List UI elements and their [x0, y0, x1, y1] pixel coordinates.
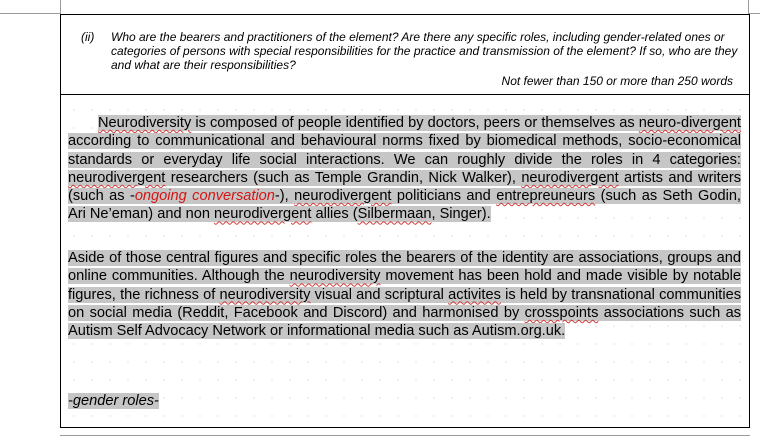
text-run: is composed of people identified by doctors, peers or themselves as: [191, 115, 639, 131]
question-cell: [60, 14, 750, 95]
misspelled-word[interactable]: neurodivergent: [521, 169, 619, 186]
misspelled-word[interactable]: neurodiversity: [219, 286, 311, 303]
answer-cell[interactable]: [60, 94, 750, 428]
misspelled-word[interactable]: entrepreuneurs: [496, 188, 596, 205]
highlighted-text: [68, 115, 741, 222]
misspelled-word[interactable]: Silbermaan: [357, 206, 432, 223]
page-bottom-rule: [60, 435, 750, 436]
misspelled-word[interactable]: neurodivergent: [68, 169, 166, 186]
placeholder-text: ongoing conversation: [134, 188, 275, 205]
text-run: according to communicational and behavioural norms fixed by biomedical methods, socio-economical standards or everyday life social interactions. We can roughly divide the roles in 4 categories:: [68, 133, 741, 168]
misspelled-word[interactable]: crosspoints: [524, 304, 599, 321]
misspelled-word[interactable]: neurodivergent: [214, 206, 312, 223]
misspelled-word[interactable]: neurodivergent: [294, 188, 392, 205]
question-number: (ii): [81, 30, 95, 44]
page-edge-left: [60, 0, 61, 14]
misspelled-word[interactable]: activites: [448, 286, 501, 303]
page-margin-guide-left: [0, 13, 60, 14]
text-run: movement has been hold and made visible by notable figures, the richness of: [68, 268, 741, 303]
answer-paragraph-1[interactable]: [68, 114, 741, 224]
page-edge-right: [748, 0, 749, 14]
answer-paragraph-2[interactable]: [68, 249, 741, 340]
text-run: researchers (such as Temple Grandin, Nick Walker),: [165, 169, 522, 186]
text-run: associations such as Autism Self Advocacy Network or informational media such as Autism.org.uk.: [68, 304, 741, 340]
word-limit-note: Not fewer than 150 or more than 250 words: [501, 74, 733, 88]
text-run: artists and writers (such as -: [68, 169, 742, 205]
highlighted-text: [68, 250, 741, 339]
misspelled-word[interactable]: neuro-divergent: [638, 115, 741, 131]
text-run: is held by transnational communities on social media (Reddit, Facebook and Discord) and harmonised by: [68, 286, 741, 321]
text-run: Aside of those central figures and specific roles the bearers of the identity are associations, groups and online communities. Although the: [68, 250, 741, 285]
misspelled-word[interactable]: Neurodiversity: [98, 115, 192, 131]
question-text: Who are the bearers and practitioners of the element? Are there any specific roles, including gender-related ones or categories of persons with special responsibilities for the practice and transmission of the element? If so, who are they and what are their responsibilities?: [111, 30, 738, 72]
text-run: allies (: [311, 206, 358, 223]
misspelled-word[interactable]: neurodiversity: [289, 268, 381, 285]
text-run: visual and scriptural: [310, 286, 449, 303]
text-run: (such as Seth Godin, Ari Ne’eman) and non: [68, 188, 741, 223]
highlighted-text: -gender roles-: [68, 393, 159, 409]
text-run: , Singer).: [431, 206, 491, 223]
text-run: -),: [274, 188, 295, 205]
text-run: politicians and: [391, 188, 497, 205]
gender-roles-placeholder[interactable]: [68, 392, 159, 410]
